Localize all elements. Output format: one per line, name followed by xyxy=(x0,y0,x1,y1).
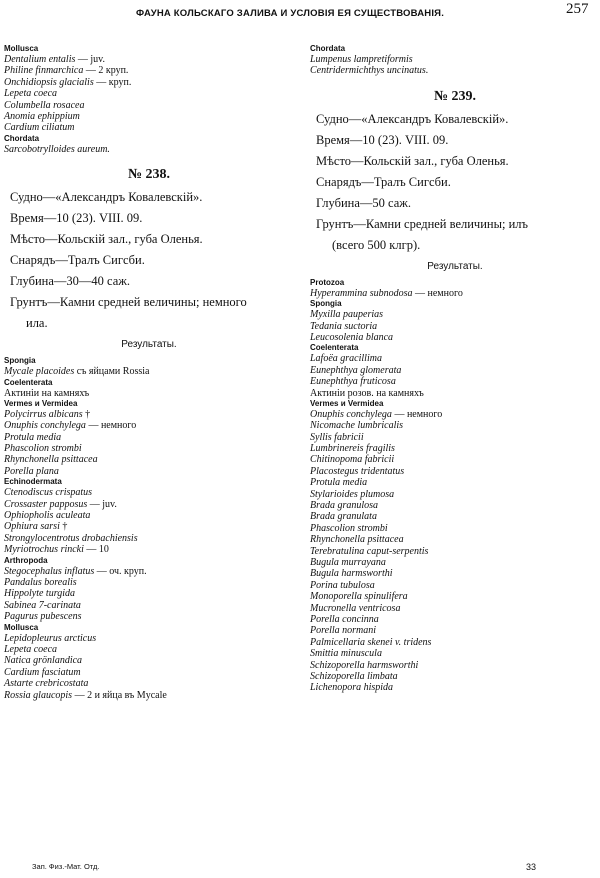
species-name: Leucosolenia blanca xyxy=(310,331,394,343)
species-entry xyxy=(4,499,294,510)
species-name: Astarte crebricostata xyxy=(4,678,89,690)
species-note: — 2 и яйца въ Mycale xyxy=(72,689,167,701)
species-note: † xyxy=(59,521,68,533)
spacer xyxy=(4,155,294,163)
species-entry xyxy=(4,366,294,377)
species-name: Phascolion strombi xyxy=(310,522,388,534)
species-name: Phascolion strombi xyxy=(4,443,82,455)
species-name: Porella concinna xyxy=(310,613,379,625)
species-entry xyxy=(4,588,294,599)
station-number: № 238. xyxy=(127,167,171,183)
species-entry xyxy=(4,544,294,555)
species-entry xyxy=(310,54,600,65)
species-note: — оч. круп. xyxy=(94,565,147,577)
species-name: Dentalium entalis xyxy=(4,54,76,65)
species-entry xyxy=(4,144,294,155)
species-entry xyxy=(4,122,294,133)
species-entry xyxy=(310,443,600,454)
species-name: Ophiura sarsi xyxy=(4,521,60,533)
species-entry xyxy=(310,591,600,602)
species-entry xyxy=(4,111,294,122)
species-name: Lafoëa gracillima xyxy=(310,353,382,365)
species-name: Eunephthya glomerata xyxy=(310,364,402,376)
species-name: Terebratulina caput-serpentis xyxy=(310,545,429,557)
footer-signature: 33 xyxy=(526,862,537,872)
station-field: Глубина—30—40 саж. xyxy=(10,274,131,289)
species-entry xyxy=(310,523,600,534)
species-name: Palmicellaria skenei v. tridens xyxy=(310,636,432,648)
species-note: съ яйцами Rossia xyxy=(74,366,150,378)
species-entry xyxy=(310,321,600,332)
species-entry xyxy=(4,65,294,76)
species-name: Cardium fasciatum xyxy=(4,666,81,678)
species-entry xyxy=(4,88,294,99)
species-name: Myxilla pauperias xyxy=(310,309,384,321)
taxon-heading: Protozoa xyxy=(310,277,345,287)
species-entry xyxy=(4,466,294,477)
species-entry xyxy=(4,566,294,577)
species-name: Schizoporella limbata xyxy=(310,670,398,682)
species-name: Smittia minuscula xyxy=(310,648,382,660)
species-name: Porina tubulosa xyxy=(310,579,375,591)
species-entry xyxy=(310,671,600,682)
species-name: Sabinea 7-carinata xyxy=(4,599,81,611)
species-entry xyxy=(310,660,600,671)
species-name: Onuphis conchylega xyxy=(310,408,392,420)
species-entry xyxy=(310,432,600,443)
species-name: Onuphis conchylega xyxy=(4,420,86,432)
species-entry xyxy=(4,611,294,622)
species-name: Anomia ephippium xyxy=(4,110,80,122)
species-name: Lichenopora hispida xyxy=(310,682,394,694)
station-field: Мѣсто—Кольскій зал., губа Оленья. xyxy=(10,232,203,247)
species-name: Stylarioides plumosa xyxy=(310,488,395,500)
species-name: Monoporella spinulifera xyxy=(310,591,408,603)
species-entry xyxy=(310,557,600,568)
species-name: Crossaster papposus xyxy=(4,498,88,510)
species-entry xyxy=(310,409,600,420)
taxon-heading: Spongia xyxy=(4,356,36,366)
species-name: Hyperammina subnodosa xyxy=(310,287,413,299)
species-note: — juv. xyxy=(75,54,106,65)
station-field: Судно—«Александръ Ковалевскій». xyxy=(10,190,203,205)
species-entry xyxy=(310,288,600,299)
taxon-heading: Vermes и Vermidea xyxy=(4,398,78,408)
station-field: Снарядъ—Тралъ Сигсби. xyxy=(10,253,145,268)
species-entry xyxy=(4,454,294,465)
station-field: Мѣсто—Кольскій зал., губа Оленья. xyxy=(316,153,509,168)
species-name: Brada granulosa xyxy=(310,500,379,512)
species-name: Pandalus borealis xyxy=(4,576,77,588)
taxon-heading: Mollusca xyxy=(4,44,39,53)
taxon-heading: Echinodermata xyxy=(4,477,62,487)
station-field: Снарядъ—Тралъ Сигсби. xyxy=(316,174,451,189)
station-number: № 239. xyxy=(433,88,477,104)
species-entry xyxy=(4,409,294,420)
species-entry xyxy=(4,100,294,111)
species-entry xyxy=(310,682,600,693)
species-entry xyxy=(4,521,294,532)
species-note: — juv. xyxy=(87,498,117,510)
station-field: Грунтъ—Камни средней величины; немного xyxy=(10,295,247,310)
species-name: Stegocephalus inflatus xyxy=(4,565,95,577)
species-name: Chitinopoma fabricii xyxy=(310,454,395,466)
species-name: Lepidopleurus arcticus xyxy=(4,632,97,644)
species-name: Porella plana xyxy=(4,465,59,477)
species-entry xyxy=(310,376,600,387)
footer-journal: Зап. Физ.-Мат. Отд. xyxy=(32,862,100,871)
station-field: Время—10 (23). VIII. 09. xyxy=(316,132,449,147)
taxon-heading: Mollusca xyxy=(4,622,39,632)
species-entry: Актиніи розов. на камняхъ xyxy=(310,387,424,399)
species-name: Cardium ciliatum xyxy=(4,122,75,134)
station-field: Глубина—50 саж. xyxy=(316,195,412,210)
station-field: ила. xyxy=(26,316,48,331)
species-entry xyxy=(4,54,294,65)
species-name: Rhynchonella psittacea xyxy=(310,534,404,546)
species-name: Bugula murrayana xyxy=(310,556,386,568)
species-name: Natica grönlandica xyxy=(4,655,83,667)
species-entry xyxy=(4,655,294,666)
species-note: — немного xyxy=(412,287,463,299)
species-entry xyxy=(310,477,600,488)
species-entry xyxy=(4,510,294,521)
species-note: — круп. xyxy=(93,76,132,88)
species-entry xyxy=(4,690,294,701)
species-name: Philine finmarchica xyxy=(4,65,84,77)
species-name: Mycale placoides xyxy=(4,366,75,378)
species-entry xyxy=(4,443,294,454)
species-entry xyxy=(310,353,600,364)
station-field: Судно—«Александръ Ковалевскій». xyxy=(316,111,509,126)
species-name: Myriotrochus rincki xyxy=(4,544,84,556)
species-entry xyxy=(310,648,600,659)
results-heading: Результаты. xyxy=(121,339,177,351)
species-entry xyxy=(310,625,600,636)
taxon-heading: Coelenterata xyxy=(310,343,359,353)
species-entry xyxy=(310,65,600,76)
species-note: † xyxy=(82,408,91,420)
species-entry: Актиніи на камняхъ xyxy=(4,387,90,399)
taxon-heading: Chordata xyxy=(310,44,346,53)
species-name: Ophiopholis aculeata xyxy=(4,510,91,522)
taxon-heading: Chordata xyxy=(4,133,40,143)
species-name: Tedania suctoria xyxy=(310,320,378,332)
species-entry xyxy=(310,466,600,477)
species-name: Hippolyte turgida xyxy=(4,588,76,600)
taxon-heading: Arthropoda xyxy=(4,555,48,565)
species-entry xyxy=(4,533,294,544)
species-entry xyxy=(310,546,600,557)
species-entry xyxy=(310,637,600,648)
species-entry xyxy=(4,633,294,644)
species-entry xyxy=(310,454,600,465)
station-field: (всего 500 клгр). xyxy=(332,237,421,252)
species-name: Lumbrinereis fragilis xyxy=(310,443,395,455)
species-name: Strongylocentrotus drobachiensis xyxy=(4,532,138,544)
page-number: 257 xyxy=(566,1,589,17)
species-entry xyxy=(4,678,294,689)
species-name: Brada granulata xyxy=(310,511,377,523)
species-entry xyxy=(4,432,294,443)
species-entry xyxy=(4,420,294,431)
running-header: ФАУНА КОЛЬСКАГО ЗАЛИВА И УСЛОВІЯ ЕЯ СУЩЕСТВОВАНІЯ. xyxy=(135,8,445,19)
species-name: Schizoporella harmsworthi xyxy=(310,659,419,671)
species-name: Porella normani xyxy=(310,625,377,637)
species-name: Mucronella ventricosa xyxy=(310,602,401,614)
species-name: Rossia glaucopis xyxy=(4,689,73,701)
species-name: Rhynchonella psittacea xyxy=(4,454,98,466)
species-name: Lepeta coeca xyxy=(4,88,58,100)
species-name: Protula media xyxy=(4,431,62,443)
species-entry xyxy=(4,577,294,588)
species-name: Onchidiopsis glacialis xyxy=(4,76,94,88)
spacer xyxy=(310,77,600,85)
species-name: Ctenodiscus crispatus xyxy=(4,487,93,499)
species-entry xyxy=(310,534,600,545)
species-entry xyxy=(310,489,600,500)
species-entry xyxy=(4,667,294,678)
right-column xyxy=(310,44,600,694)
species-name: Bugula harmsworthi xyxy=(310,568,393,580)
species-entry xyxy=(310,500,600,511)
station-field: Время—10 (23). VIII. 09. xyxy=(10,211,143,226)
species-entry xyxy=(310,365,600,376)
taxon-heading: Coelenterata xyxy=(4,377,53,387)
species-name: Pagurus pubescens xyxy=(4,611,82,623)
species-name: Eunephthya fruticosa xyxy=(310,376,396,388)
species-note: — немного xyxy=(391,408,443,420)
station-field: Грунтъ—Камни средней величины; илъ xyxy=(316,216,528,231)
species-entry xyxy=(4,487,294,498)
species-entry xyxy=(310,332,600,343)
species-name: Lumpenus lampretiformis xyxy=(310,54,413,65)
species-note: — немного xyxy=(85,420,137,432)
taxon-heading: Spongia xyxy=(310,299,342,309)
species-entry xyxy=(310,603,600,614)
species-name: Polycirrus albicans xyxy=(4,408,83,420)
species-name: Syllis fabricii xyxy=(310,431,364,443)
taxon-heading: Vermes и Vermidea xyxy=(310,398,384,408)
species-note: — 2 круп. xyxy=(83,65,129,77)
left-column xyxy=(4,44,294,701)
species-entry xyxy=(4,77,294,88)
species-name: Centridermichthys uncinatus. xyxy=(310,65,429,77)
species-entry xyxy=(4,600,294,611)
species-name: Columbella rosacea xyxy=(4,99,85,111)
species-name: Protula media xyxy=(310,477,368,489)
species-entry xyxy=(4,644,294,655)
species-entry xyxy=(310,580,600,591)
species-entry xyxy=(310,568,600,579)
species-name: Placostegus tridentatus xyxy=(310,465,405,477)
species-name: Lepeta coeca xyxy=(4,643,58,655)
species-name: Nicomache lumbricalis xyxy=(310,420,404,432)
species-note: — 10 xyxy=(83,544,109,556)
species-entry xyxy=(310,511,600,522)
species-entry xyxy=(310,420,600,431)
species-entry xyxy=(310,309,600,320)
species-name: Sarcobotrylloides aureum. xyxy=(4,143,110,155)
species-entry xyxy=(310,614,600,625)
results-heading: Результаты. xyxy=(427,260,483,272)
